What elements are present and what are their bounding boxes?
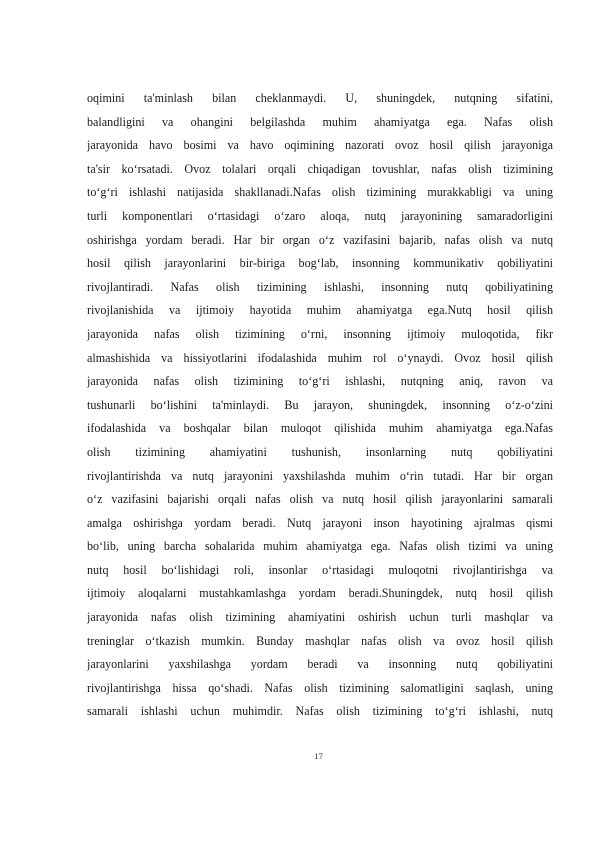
text-line: rivojlantirishga hissa qo‘shadi. Nafas olish tizimining salomatligini saqlash, uning xyxy=(87,680,553,695)
text-line: bo‘lib, uning barcha sohalarida muhim ahamiyatga ega. Nafas olish tizimi va uning xyxy=(87,539,553,554)
text-line: nutq hosil bo‘lishidagi roli, insonlar o‘rtasidagi muloqotni rivojlantirishga va xyxy=(87,562,553,577)
text-line: jarayonida nafas olish tizimining ahamiyatini oshirish uchun turli mashqlar va xyxy=(87,610,553,625)
text-line: jarayonida havo bosimi va havo oqimining nazorati ovoz hosil qilish jarayoniga xyxy=(87,138,553,153)
text-line: ifodalashida va boshqalar bilan muloqot qilishida muhim ahamiyatga ega.Nafas xyxy=(87,421,553,436)
text-line: jarayonlarini yaxshilashga yordam beradi va insonning nutq qobiliyatini xyxy=(87,657,553,672)
text-line: tushunarli bo‘lishini ta'minlaydi. Bu jarayon, shuningdek, insonning o‘z-o‘zini xyxy=(87,397,553,412)
text-line: jarayonida nafas olish tizimining o‘rni, insonning ijtimoiy muloqotida, fikr xyxy=(87,326,553,341)
text-line: ijtimoiy aloqalarni mustahkamlashga yordam beradi.Shuningdek, nutq hosil qilish xyxy=(87,586,553,601)
text-line: samarali ishlashi uchun muhimdir. Nafas olish tizimining to‘g‘ri ishlashi, nutq xyxy=(87,704,553,719)
body-text xyxy=(87,87,553,724)
text-line: hosil qilish jarayonlarini bir-biriga bog‘lab, insonning kommunikativ qobiliyatini xyxy=(87,256,553,271)
text-line: amalga oshirishga yordam beradi. Nutq jarayoni inson hayotining ajralmas qismi xyxy=(87,515,553,530)
text-line: to‘g‘ri ishlashi natijasida shakllanadi.Nafas olish tizimining murakkabligi va uning xyxy=(87,185,553,200)
text-line: balandligini va ohangini belgilashda muhim ahamiyatga ega. Nafas olish xyxy=(87,114,553,129)
text-line: o‘z vazifasini bajarishi orqali nafas olish va nutq hosil qilish jarayonlarini samarali xyxy=(87,492,553,507)
text-line: almashishida va hissiyotlarini ifodalashida muhim rol o‘ynaydi. Ovoz hosil qilish xyxy=(87,350,553,365)
text-line: olish tizimining ahamiyatini tushunish, insonlarning nutq qobiliyatini xyxy=(87,444,553,459)
page-number: 17 xyxy=(314,751,323,761)
text-line: rivojlantiradi. Nafas olish tizimining ishlashi, insonning nutq qobiliyatining xyxy=(87,279,553,294)
text-line: ta'sir ko‘rsatadi. Ovoz tolalari orqali chiqadigan tovushlar, nafas olish tizimining xyxy=(87,161,553,176)
text-line: rivojlanishida va ijtimoiy hayotida muhim ahamiyatga ega.Nutq hosil qilish xyxy=(87,303,553,318)
text-line: rivojlantirishda va nutq jarayonini yaxshilashda muhim o‘rin tutadi. Har bir organ xyxy=(87,468,553,483)
text-line: treninglar o‘tkazish mumkin. Bunday mashqlar nafas olish va ovoz hosil qilish xyxy=(87,633,553,648)
text-line: oqimini ta'minlash bilan cheklanmaydi. U, shuningdek, nutqning sifatini, xyxy=(87,91,553,105)
text-line: turli komponentlari o‘rtasidagi o‘zaro aloqa, nutq jarayonining samaradorligini xyxy=(87,208,553,223)
text-line: oshirishga yordam beradi. Har bir organ o‘z vazifasini bajarib, nafas olish va nutq xyxy=(87,232,553,247)
text-line: jarayonida nafas olish tizimining to‘g‘ri ishlashi, nutqning aniq, ravon va xyxy=(87,374,553,389)
